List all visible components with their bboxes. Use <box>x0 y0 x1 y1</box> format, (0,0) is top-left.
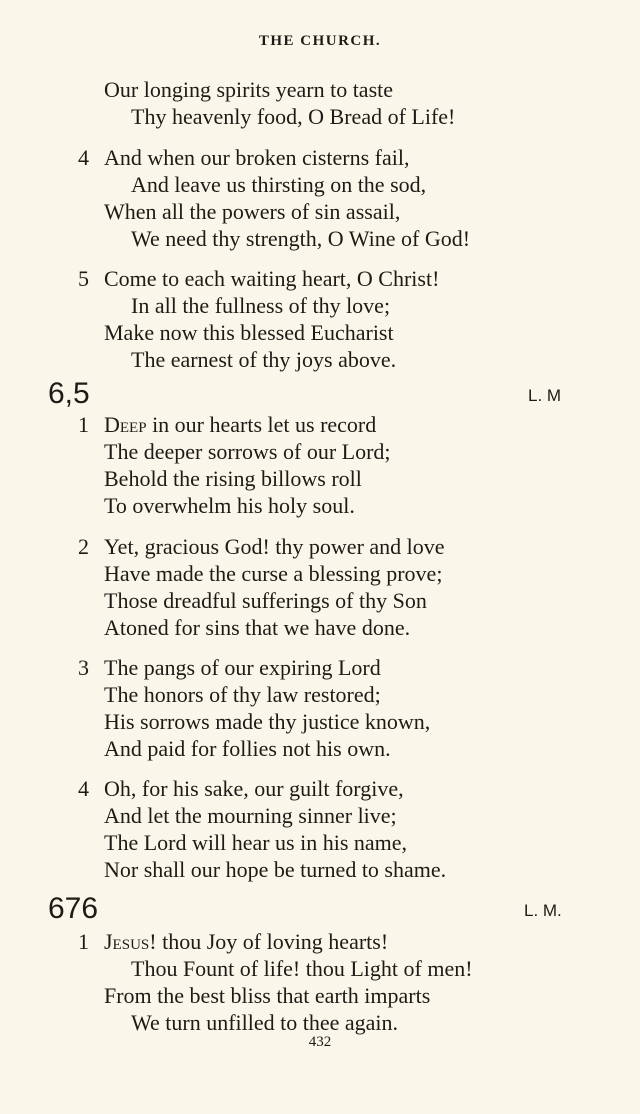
verse-line: Our longing spirits yearn to taste <box>104 77 394 102</box>
hymn-number: 6,5 <box>48 377 90 410</box>
verse-first-word: Deep <box>104 412 147 437</box>
verse-first-line-rest: in our hearts let us record <box>146 412 377 437</box>
verse-line: The pangs of our expiring Lord <box>104 655 381 680</box>
verse-first-line-rest: ! thou Joy of loving hearts! <box>149 929 389 954</box>
verse-line: Behold the rising billows roll <box>104 466 362 491</box>
verse-number: 4 <box>78 776 89 801</box>
verse-line: His sorrows made thy justice known, <box>104 709 431 734</box>
verse-line: Atoned for sins that we have done. <box>104 615 411 640</box>
verse-number: 2 <box>78 534 89 559</box>
verse-line: In all the fullness of thy love; <box>131 293 391 318</box>
verse-number: 3 <box>78 655 89 680</box>
verse-line: And paid for follies not his own. <box>104 736 391 761</box>
hymn-meter: L. M <box>528 386 562 405</box>
page-number: 432 <box>308 1034 332 1050</box>
hymn-meter: L. M. <box>524 901 562 920</box>
running-head: THE CHURCH. <box>258 33 382 49</box>
verse-line: We turn unfilled to thee again. <box>131 1010 399 1035</box>
verse-number: 5 <box>78 266 89 291</box>
verse-line: Yet, gracious God! thy power and love <box>104 534 445 559</box>
verse-line: From the best bliss that earth imparts <box>104 983 431 1008</box>
verse-line: Come to each waiting heart, O Christ! <box>104 266 440 291</box>
verse-line: When all the powers of sin assail, <box>104 199 401 224</box>
verse-line: And let the mourning sinner live; <box>104 803 397 828</box>
verse-first-line <box>104 412 376 438</box>
verse-line: The deeper sorrows of our Lord; <box>104 439 391 464</box>
verse-line: The Lord will hear us in his name, <box>104 830 408 855</box>
verse-line: Thou Fount of life! thou Light of men! <box>131 956 473 981</box>
verse-number: 1 <box>78 412 89 437</box>
verse-line: Make now this blessed Eucharist <box>104 320 394 345</box>
verse-line: And when our broken cisterns fail, <box>104 145 410 170</box>
verse-line: Nor shall our hope be turned to shame. <box>104 857 447 882</box>
verse-line: And leave us thirsting on the sod, <box>131 172 427 197</box>
hymn-number: 676 <box>48 892 99 925</box>
verse-line: The earnest of thy joys above. <box>131 347 397 372</box>
verse-number: 4 <box>78 145 89 170</box>
verse-line: The honors of thy law restored; <box>104 682 381 707</box>
verse-line: We need thy strength, O Wine of God! <box>131 226 471 251</box>
verse-line: Have made the curse a blessing prove; <box>104 561 443 586</box>
verse-line: Those dreadful sufferings of thy Son <box>104 588 427 613</box>
verse-first-word: Jesus <box>104 929 150 954</box>
verse-first-line <box>104 929 388 955</box>
verse-number: 1 <box>78 929 89 954</box>
verse-line: Oh, for his sake, our guilt forgive, <box>104 776 404 801</box>
verse-line: To overwhelm his holy soul. <box>104 493 355 518</box>
verse-line: Thy heavenly food, O Bread of Life! <box>131 104 456 129</box>
